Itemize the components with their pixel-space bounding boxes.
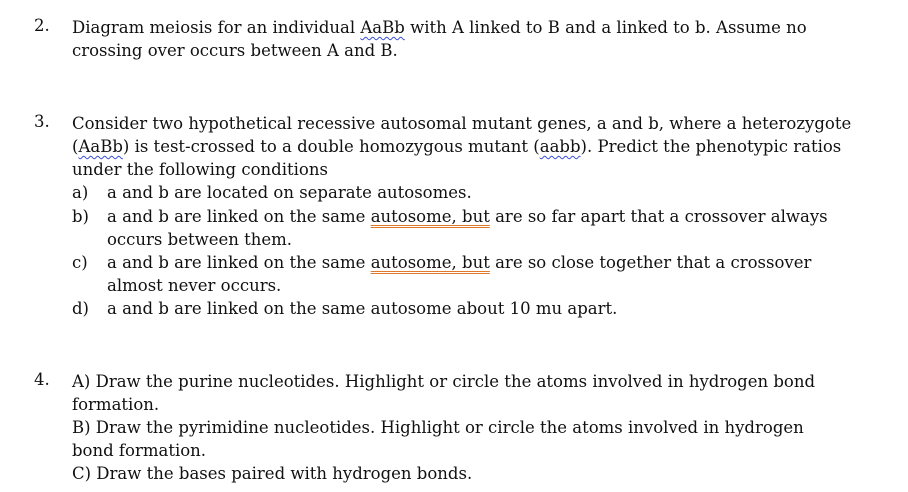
sub-item-text: almost never occurs. <box>107 276 282 295</box>
question-text-line: bond formation. <box>72 441 207 460</box>
text-segment: ) is test-crossed to a double homozygous mutant ( <box>122 137 540 156</box>
sub-item-text: a and b are located on separate autosomes. <box>107 183 472 202</box>
sub-item-text <box>107 251 811 274</box>
question-text-line: A) Draw the purine nucleotides. Highlight or circle the atoms involved in hydrogen bond <box>72 372 816 391</box>
grammar-marked-phrase: autosome, but <box>370 207 490 226</box>
sub-item-text <box>107 205 828 228</box>
sub-item-letter: b) <box>72 207 89 226</box>
question-text-line: formation. <box>72 395 160 414</box>
text-segment: with A linked to B and a linked to b. Assume no <box>404 18 807 37</box>
sub-item-letter: a) <box>72 183 89 202</box>
spellcheck-marked-word: aabb <box>539 137 581 156</box>
question-text-line <box>72 135 841 158</box>
grammar-marked-phrase: autosome, but <box>370 253 490 272</box>
question-number: 2. <box>34 16 50 35</box>
question-text-line: Consider two hypothetical recessive autosomal mutant genes, a and b, where a heterozygote <box>72 114 852 133</box>
text-segment: ( <box>72 137 79 156</box>
question-text-line <box>72 16 807 39</box>
text-segment: a and b are linked on the same <box>107 207 371 226</box>
sub-item-letter: d) <box>72 299 89 318</box>
question-text-line: B) Draw the pyrimidine nucleotides. Highlight or circle the atoms involved in hydrogen <box>72 418 804 437</box>
question-number: 3. <box>34 112 50 131</box>
question-number: 4. <box>34 370 50 389</box>
text-segment: are so far apart that a crossover always <box>489 207 828 226</box>
question-text-line: crossing over occurs between A and B. <box>72 41 398 60</box>
spellcheck-marked-word: AaBb <box>360 18 405 37</box>
question-text-line: under the following conditions <box>72 160 328 179</box>
question-text-line: C) Draw the bases paired with hydrogen bonds. <box>72 464 473 483</box>
text-segment: ). Predict the phenotypic ratios <box>580 137 842 156</box>
text-segment: a and b are linked on the same <box>107 253 371 272</box>
spellcheck-marked-word: AaBb <box>78 137 123 156</box>
sub-item-text: a and b are linked on the same autosome about 10 mu apart. <box>107 299 618 318</box>
sub-item-letter: c) <box>72 253 88 272</box>
text-segment: Diagram meiosis for an individual <box>72 18 361 37</box>
sub-item-text: occurs between them. <box>107 230 293 249</box>
text-segment: are so close together that a crossover <box>489 253 812 272</box>
